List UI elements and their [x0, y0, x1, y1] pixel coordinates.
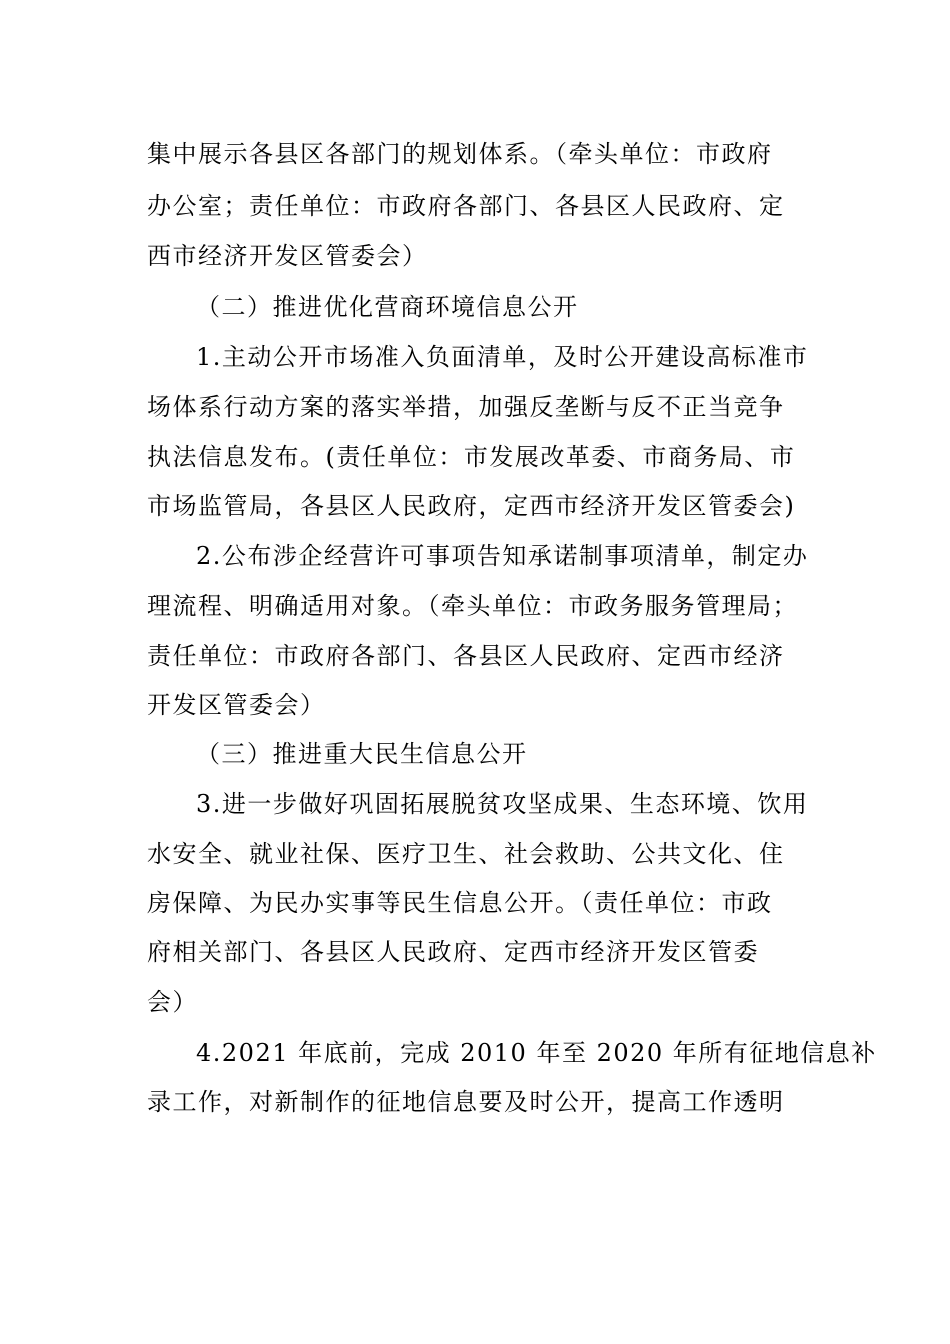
- text-line: 执法信息发布。(责任单位：市发展改革委、市商务局、市: [147, 443, 796, 471]
- text-line: 理流程、明确适用对象。（牵头单位：市政务服务管理局；: [147, 592, 798, 620]
- text-line: 市场监管局，各县区人民政府，定西市经济开发区管委会): [147, 492, 796, 520]
- text-line: 3.进一步做好巩固拓展脱贫攻坚成果、生态环境、饮用: [196, 790, 809, 818]
- text-line: 2.公布涉企经营许可事项告知承诺制事项清单，制定办: [196, 542, 809, 570]
- text-line: 4.2021 年底前，完成 2010 年至 2020 年所有征地信息补: [196, 1039, 877, 1067]
- text-line: 场体系行动方案的落实举措，加强反垄断与反不正当竞争: [147, 393, 785, 421]
- text-line: 水安全、就业社保、医疗卫生、社会救助、公共文化、住: [147, 840, 785, 868]
- text-line: 录工作，对新制作的征地信息要及时公开，提高工作透明: [147, 1088, 785, 1116]
- section-heading: （二）推进优化营商环境信息公开: [196, 293, 579, 321]
- text-line: 责任单位：市政府各部门、各县区人民政府、定西市经济: [147, 642, 785, 670]
- section-heading: （三）推进重大民生信息公开: [196, 740, 528, 768]
- text-line: 集中展示各县区各部门的规划体系。（牵头单位：市政府: [147, 140, 773, 168]
- text-line: 会）: [147, 988, 198, 1016]
- text-line: 开发区管委会）: [147, 691, 326, 719]
- text-line: 西市经济开发区管委会）: [147, 242, 428, 270]
- text-line: 办公室；责任单位：市政府各部门、各县区人民政府、定: [147, 192, 785, 220]
- text-line: 1.主动公开市场准入负面清单，及时公开建设高标准市: [196, 343, 809, 371]
- text-line: 房保障、为民办实事等民生信息公开。（责任单位：市政: [147, 889, 773, 917]
- text-line: 府相关部门、各县区人民政府、定西市经济开发区管委: [147, 938, 759, 966]
